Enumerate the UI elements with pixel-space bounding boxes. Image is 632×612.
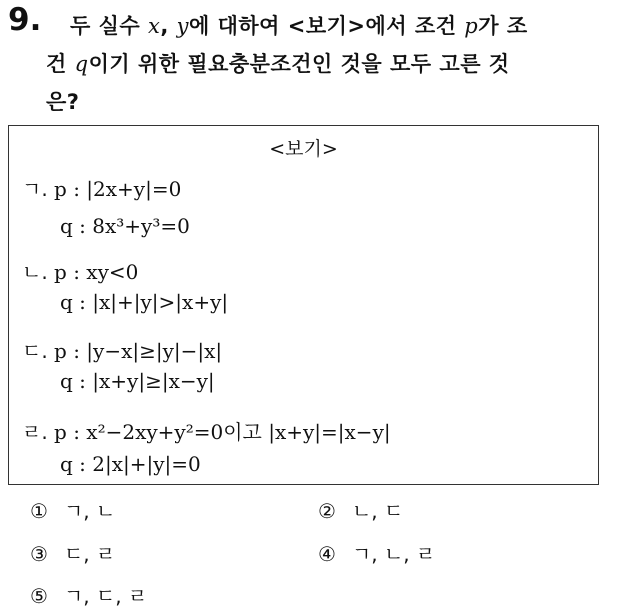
choice-2[interactable] (318, 495, 403, 524)
question-text: 이기 위한 필요충분조건인 것을 모두 고른 것 (88, 52, 510, 76)
var-p: p (464, 14, 479, 38)
choice-text: ㄱ, ㄴ (63, 499, 116, 523)
item-p-connector: 이고 (223, 420, 269, 444)
bogi-item-a-q: q : 8x³+y³=0 (60, 214, 190, 238)
question-text: 건 (46, 52, 75, 76)
question-line-2 (46, 48, 510, 78)
question-text: 가 조 (478, 14, 528, 38)
choice-number: ④ (318, 542, 336, 566)
question-line-1 (70, 10, 528, 40)
question-text: 에 대하여 <보기>에서 조건 (189, 14, 465, 38)
bogi-item-a-p (22, 173, 181, 202)
choice-number: ② (318, 499, 336, 523)
bogi-item-d-q: q : 2|x|+|y|=0 (60, 452, 201, 476)
var-x: x (147, 14, 161, 38)
item-p: p : |2x+y|=0 (54, 177, 182, 201)
bogi-item-b-q: q : |x|+|y|>|x+y| (60, 290, 229, 314)
item-p: p : |y−x|≥|y|−|x| (54, 339, 223, 363)
item-label: ㄱ. (22, 177, 48, 201)
question-number: 9. (8, 2, 42, 38)
choice-number: ③ (30, 542, 48, 566)
choice-4[interactable] (318, 538, 435, 567)
item-label: ㄹ. (22, 420, 48, 444)
bogi-title: <보기> (269, 138, 338, 160)
choice-text: ㄴ, ㄷ (351, 499, 404, 523)
bogi-item-b-p (22, 256, 138, 285)
bogi-item-d-p (22, 416, 391, 445)
choice-1[interactable] (30, 495, 115, 524)
var-y: y (176, 14, 189, 38)
choice-number: ① (30, 499, 48, 523)
choice-5[interactable] (30, 580, 147, 609)
choice-number: ⑤ (30, 584, 48, 608)
choice-text: ㄷ, ㄹ (63, 542, 116, 566)
item-label: ㄴ. (22, 260, 48, 284)
bogi-item-c-p (22, 335, 222, 364)
item-p: p : xy<0 (54, 260, 139, 284)
question-comma: , (160, 14, 177, 38)
question-line-3 (46, 86, 79, 116)
choice-text: ㄱ, ㄴ, ㄹ (351, 542, 436, 566)
choice-3[interactable] (30, 538, 115, 567)
choice-text: ㄱ, ㄷ, ㄹ (63, 584, 148, 608)
item-p-rest: |x+y|=|x−y| (268, 420, 391, 444)
question-text: 두 실수 (70, 14, 148, 38)
item-label: ㄷ. (22, 339, 48, 363)
var-q: q (74, 52, 89, 76)
bogi-item-c-q: q : |x+y|≥|x−y| (60, 369, 215, 393)
item-p: p : x²−2xy+y²=0 (54, 420, 224, 444)
question-text: 은? (46, 90, 80, 114)
